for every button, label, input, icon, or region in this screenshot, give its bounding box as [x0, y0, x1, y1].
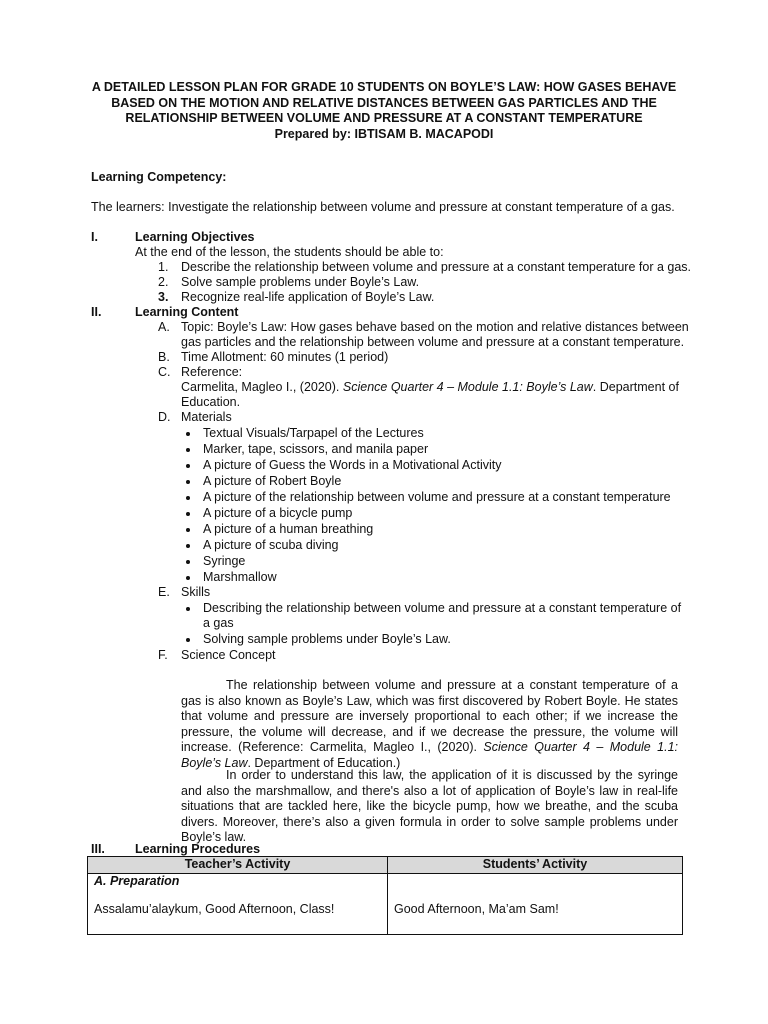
- list-number: 2.: [158, 275, 169, 289]
- concept-text: The relationship between volume and pressure at a constant temperature of a gas is also known as Boyle’s Law, which was first discovered by Robert Boyle. He states that volume and pressure are inversely proportional to each other; if we increase the pressure, the volume will decrease, and if we decrease the pressure, the volume will increase. (Reference: Carmelita, Magleo I., (2020).: [181, 678, 678, 754]
- concept-text: . Department of Education.): [247, 755, 401, 770]
- skills-label: Skills: [181, 585, 211, 599]
- reference-title: Science Quarter 4 – Module 1.1: Boyle’s Law: [342, 380, 593, 394]
- section-heading: Learning Content: [135, 305, 239, 319]
- reference-publisher-cont: Education.: [181, 395, 241, 409]
- list-letter: E.: [158, 585, 170, 599]
- skill-item: Describing the relationship between volume and pressure at a constant temperature of: [203, 601, 682, 615]
- material-item: A picture of the relationship between volume and pressure at a constant temperature: [203, 490, 671, 504]
- title-line: A DETAILED LESSON PLAN FOR GRADE 10 STUDENTS ON BOYLE’S LAW: HOW GASES BEHAVE: [91, 80, 677, 94]
- table-row: [88, 874, 683, 935]
- section-heading: Learning Objectives: [135, 230, 255, 244]
- objective-item: Recognize real-life application of Boyle’s Law.: [181, 290, 435, 304]
- material-item: Marshmallow: [203, 570, 277, 584]
- reference-publisher: . Department of: [592, 380, 679, 394]
- time-allotment: Time Allotment: 60 minutes (1 period): [181, 350, 389, 364]
- phase-heading: A. Preparation: [94, 874, 180, 888]
- reference-label: Reference:: [181, 365, 243, 379]
- reference-author: Carmelita, Magleo I., (2020).: [181, 380, 343, 394]
- materials-label: Materials: [181, 410, 232, 424]
- column-header: Teacher’s Activity: [88, 857, 388, 874]
- document-title: [80, 80, 688, 142]
- concept-reference-title: Science Quarter 4 – Module 1.1: Boyle’s Law: [181, 740, 678, 770]
- title-line: RELATIONSHIP BETWEEN VOLUME AND PRESSURE AT A CONSTANT TEMPERATURE: [125, 111, 643, 125]
- author-line: Prepared by: IBTISAM B. MACAPODI: [274, 126, 494, 141]
- material-item: A picture of a human breathing: [203, 522, 374, 536]
- list-number: 1.: [158, 260, 169, 274]
- list-letter: B.: [158, 350, 170, 364]
- list-letter: C.: [158, 365, 171, 379]
- objectives-intro: At the end of the lesson, the students should be able to:: [135, 245, 444, 259]
- material-item: Textual Visuals/Tarpapel of the Lectures: [203, 426, 424, 440]
- list-number: 3.: [158, 290, 169, 304]
- skill-item-cont: a gas: [203, 616, 234, 630]
- section-numeral: III.: [91, 842, 105, 856]
- topic-line: Topic: Boyle’s Law: How gases behave based on the motion and relative distances between: [181, 320, 689, 334]
- objective-item: Solve sample problems under Boyle’s Law.: [181, 275, 420, 289]
- competency-text: The learners: Investigate the relationship between volume and pressure at constant temperature of a gas.: [91, 200, 675, 214]
- students-line: Good Afternoon, Ma’am Sam!: [394, 901, 559, 916]
- material-item: A picture of Robert Boyle: [203, 474, 342, 488]
- concept-paragraph: In order to understand this law, the application of it is discussed by the syringe and also the marshmallow, and there's also a lot of application of Boyle’s law in real-life situations that are tackled here, like the bicycle pump, how we breathe, and the scuba divers. Moreover, there’s also a given formula in order to solve sample problems under Boyle’s law.: [181, 768, 678, 844]
- teacher-cell: [88, 874, 388, 935]
- list-letter: F.: [158, 648, 168, 662]
- procedures-table: [87, 856, 683, 935]
- material-item: A picture of a bicycle pump: [203, 506, 353, 520]
- competency-heading: Learning Competency:: [91, 170, 227, 184]
- title-line: BASED ON THE MOTION AND RELATIVE DISTANCES BETWEEN GAS PARTICLES AND THE: [111, 95, 657, 110]
- teacher-line: Assalamu’alaykum, Good Afternoon, Class!: [94, 901, 335, 916]
- topic-line: gas particles and the relationship between volume and pressure at a constant temperature.: [181, 335, 685, 349]
- material-item: Marker, tape, scissors, and manila paper: [203, 442, 429, 456]
- reference-citation: [181, 380, 679, 396]
- concept-paragraph: [181, 678, 678, 771]
- list-letter: D.: [158, 410, 171, 424]
- students-cell: [388, 874, 683, 935]
- objective-item: Describe the relationship between volume and pressure at a constant temperature for a gas.: [181, 260, 692, 274]
- section-numeral: I.: [91, 230, 98, 244]
- section-heading: Learning Procedures: [135, 842, 261, 856]
- material-item: A picture of scuba diving: [203, 538, 339, 552]
- list-letter: A.: [158, 320, 170, 334]
- concept-label: Science Concept: [181, 648, 276, 662]
- skill-item: Solving sample problems under Boyle’s Law.: [203, 632, 451, 646]
- table-header-row: [88, 857, 683, 874]
- section-numeral: II.: [91, 305, 102, 319]
- material-item: A picture of Guess the Words in a Motivational Activity: [203, 458, 502, 472]
- material-item: Syringe: [203, 554, 246, 568]
- column-header: Students’ Activity: [388, 857, 683, 874]
